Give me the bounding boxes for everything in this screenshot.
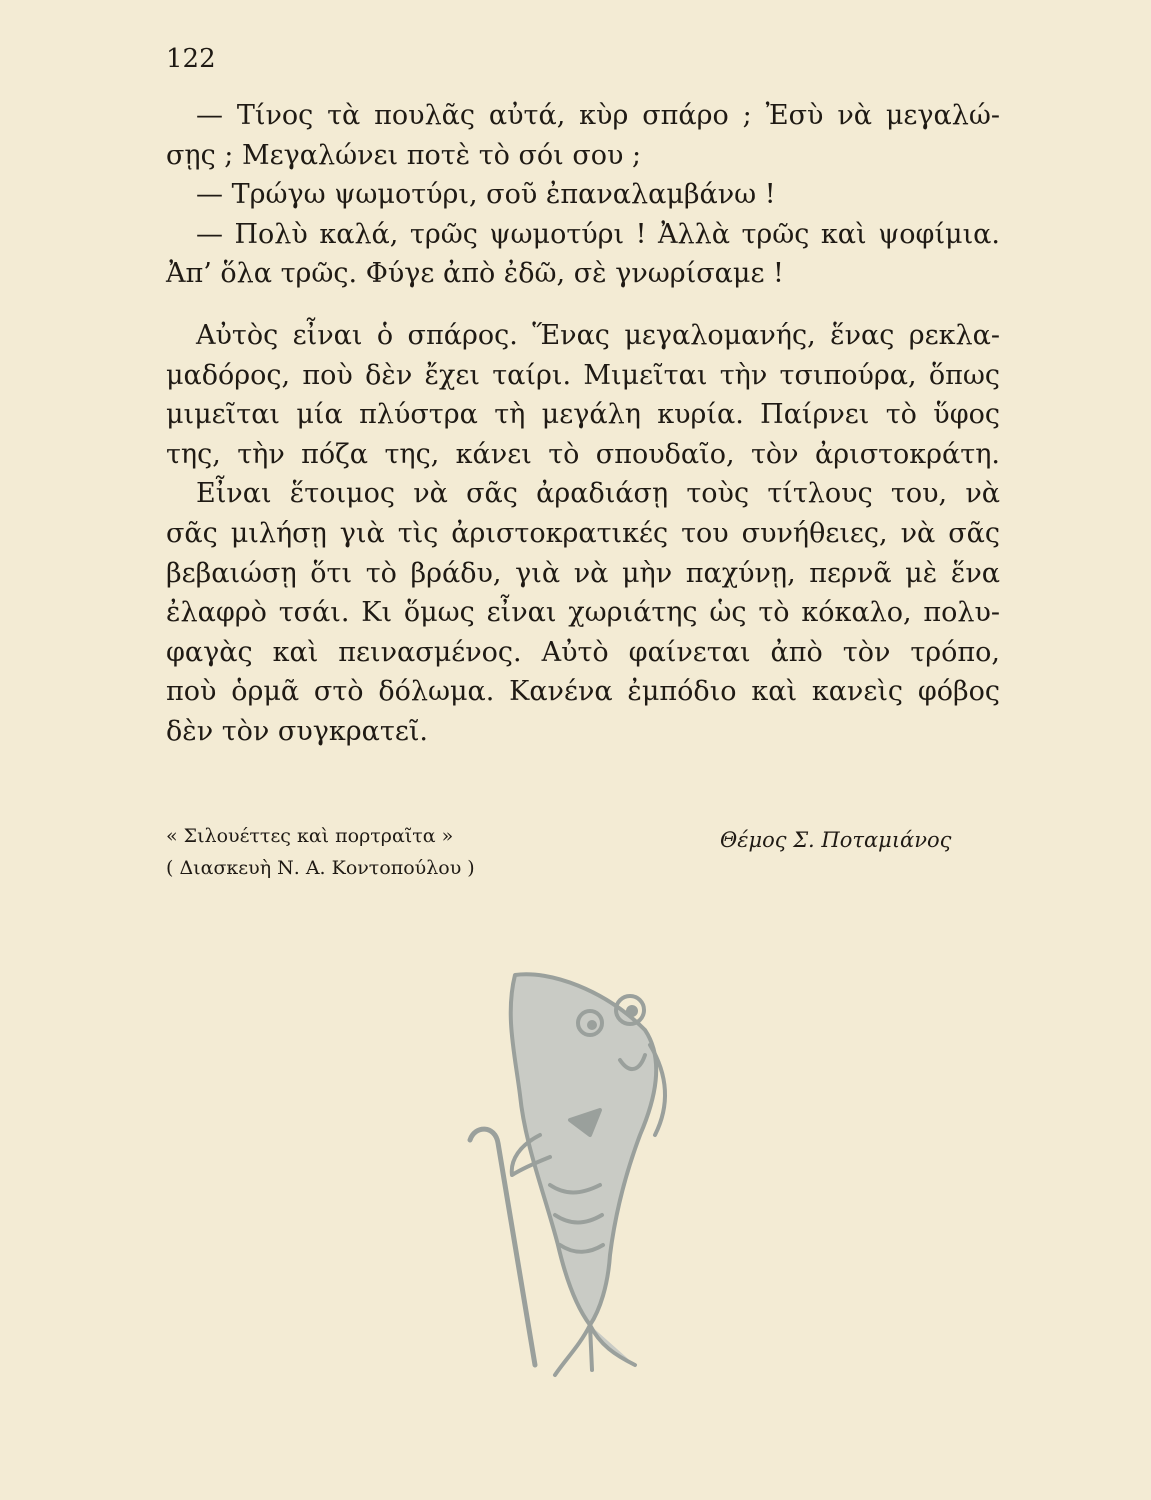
- text-line: Αὐτὸς εἶναι ὁ σπάρος. Ἕνας μεγαλομανής, ἕνας ρεκλα-: [196, 319, 1000, 351]
- text-line: — Τίνος τὰ πουλᾶς αὐτά, κὺρ σπάρο ; Ἐσὺ νὰ μεγαλώ-: [196, 100, 1000, 131]
- text-line: βεβαιώσῃ ὅτι τὸ βράδυ, γιὰ νὰ μὴν παχύνῃ, περνᾶ μὲ ἕνα: [166, 557, 1000, 589]
- fish-with-monocle-illustration: [440, 945, 740, 1395]
- paragraph-gap: [166, 294, 1000, 316]
- text-line: — Τρώγω ψωμοτύρι, σοῦ ἐπαναλαμβάνω !: [196, 179, 776, 211]
- source-citation: [166, 820, 606, 884]
- author-name: Θέμος Σ. Ποταμιάνος: [720, 828, 952, 852]
- text-line: Ἀπ’ ὅλα τρῶς. Φύγε ἀπὸ ἐδῶ, σὲ γνωρίσαμε !: [166, 258, 784, 290]
- source-title: « Σιλουέττες καὶ πορτραῖτα »: [166, 825, 454, 847]
- fish-tail: [555, 1325, 635, 1375]
- text-line: μιμεῖται μία πλύστρα τὴ μεγάλη κυρία. Παίρνει τὸ ὕφος: [166, 399, 1000, 431]
- text-line: ἐλαφρὸ τσάι. Κι ὅμως εἶναι χωριάτης ὡς τὸ κόκαλο, πολυ-: [166, 597, 1000, 629]
- text-block: [166, 96, 1000, 752]
- text-line: — Πολὺ καλά, τρῶς ψωμοτύρι ! Ἀλλὰ τρῶς καὶ ψοφίμια.: [196, 218, 1000, 250]
- text-line: Εἶναι ἕτοιμος νὰ σᾶς ἀραδιάσῃ τοὺς τίτλους του, νὰ: [196, 478, 1000, 510]
- text-line: σῃς ; Μεγαλώνει ποτὲ τὸ σόι σου ;: [166, 139, 642, 171]
- text-line: μαδόρος, ποὺ δὲν ἔχει ταίρι. Μιμεῖται τὴν τσιπούρα, ὅπως: [166, 359, 1000, 391]
- page-number: 122: [166, 44, 216, 74]
- text-line: σᾶς μιλήσῃ γιὰ τὶς ἀριστοκρατικές του συνήθειες, νὰ σᾶς: [166, 517, 1000, 549]
- text-line: της, τὴν πόζα της, κάνει τὸ σπουδαῖο, τὸν ἀριστοκράτη.: [166, 438, 1000, 470]
- cane-icon: [470, 1129, 535, 1365]
- text-line: φαγὰς καὶ πεινασμένος. Αὐτὸ φαίνεται ἀπὸ τὸν τρόπο,: [166, 636, 1000, 668]
- source-note: ( Διασκευὴ Ν. Α. Κοντοπούλου ): [166, 857, 475, 879]
- text-line: ποὺ ὁρμᾶ στὸ δόλωμα. Κανένα ἐμπόδιο καὶ κανεὶς φόβος: [166, 676, 1000, 708]
- text-line: δὲν τὸν συγκρατεῖ.: [166, 715, 428, 747]
- fish-body: [511, 974, 656, 1325]
